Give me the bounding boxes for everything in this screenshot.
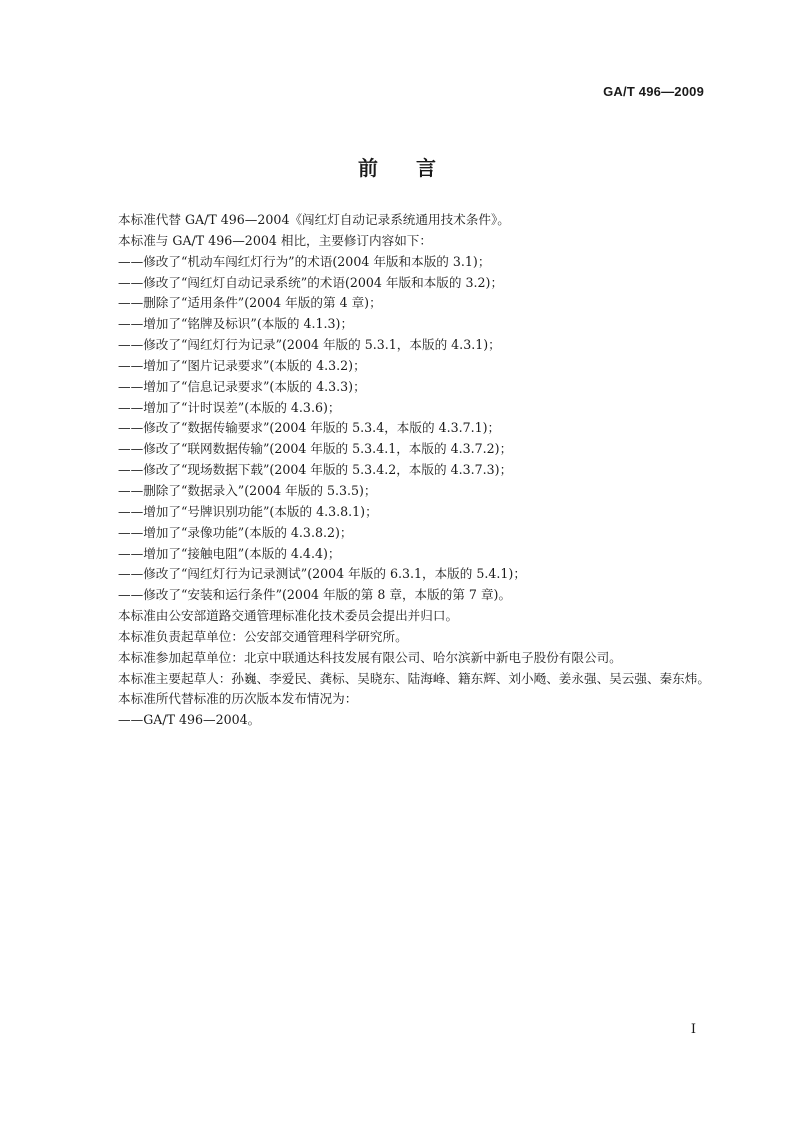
list-item: ——增加了“信息记录要求”(本版的 4.3.3)；: [118, 378, 366, 394]
paragraph-line: 本标准负责起草单位：公安部交通管理科学研究所。: [118, 628, 408, 644]
paragraph-line: 本标准所代替标准的历次版本发布情况为：: [118, 691, 358, 707]
foreword-body: [118, 210, 718, 731]
list-item: ——增加了“录像功能”(本版的 4.3.8.2)；: [118, 524, 353, 540]
page-number: I: [690, 1022, 696, 1037]
paragraph-line: 本标准与 GA/T 496—2004 相比，主要修订内容如下：: [118, 232, 432, 248]
list-item: ——修改了“闯红灯自动记录系统”的术语(2004 年版和本版的 3.2)；: [118, 274, 504, 290]
list-item: ——增加了“号牌识别功能”(本版的 4.3.8.1)；: [118, 503, 378, 519]
list-item: ——增加了“铭牌及标识”(本版的 4.1.3)；: [118, 316, 354, 332]
paragraph-line: 本标准代替 GA/T 496—2004《闯红灯自动记录系统通用技术条件》。: [118, 212, 510, 227]
list-item: ——修改了“现场数据下载”(2004 年版的 5.3.4.2，本版的 4.3.7.3)；: [118, 462, 513, 478]
standard-number: GA/T 496—2009: [603, 84, 704, 99]
paragraph-line: 本标准由公安部道路交通管理标准化技术委员会提出并归口。: [118, 608, 459, 624]
list-item: ——删除了“数据录入”(2004 年版的 5.3.5)；: [118, 482, 377, 498]
list-item: ——增加了“图片记录要求”(本版的 4.3.2)；: [118, 357, 366, 373]
paragraph-line: 本标准参加起草单位：北京中联通达科技发展有限公司、哈尔滨新中新电子股份有限公司。: [118, 649, 622, 665]
list-item: ——增加了“计时误差”(本版的 4.3.6)；: [118, 399, 341, 415]
page-title: 前言: [358, 156, 474, 180]
list-item: ——修改了“闯红灯行为记录”(2004 年版的 5.3.1，本版的 4.3.1)；: [118, 337, 501, 353]
list-item: ——修改了“机动车闯红灯行为”的术语(2004 年版和本版的 3.1)；: [118, 253, 491, 269]
list-item: ——修改了“安装和运行条件”(2004 年版的第 8 章，本版的第 7 章)。: [118, 587, 512, 603]
paragraph-line: 本标准主要起草人：孙巍、李爱民、龚标、吴晓东、陆海峰、籍东辉、刘小飏、姜永强、吴云强、秦东炜。: [118, 670, 710, 686]
list-item: ——修改了“联网数据传输”(2004 年版的 5.3.4.1，本版的 4.3.7.2)；: [118, 441, 513, 457]
list-item: ——修改了“数据传输要求”(2004 年版的 5.3.4，本版的 4.3.7.1)；: [118, 420, 501, 436]
list-item: ——增加了“接触电阻”(本版的 4.4.4)；: [118, 545, 341, 561]
list-item: ——删除了“适用条件”(2004 年版的第 4 章)；: [118, 295, 382, 311]
list-item: ——修改了“闯红灯行为记录测试”(2004 年版的 6.3.1，本版的 5.4.1)；: [118, 566, 526, 582]
list-item: ——GA/T 496—2004。: [118, 712, 261, 728]
